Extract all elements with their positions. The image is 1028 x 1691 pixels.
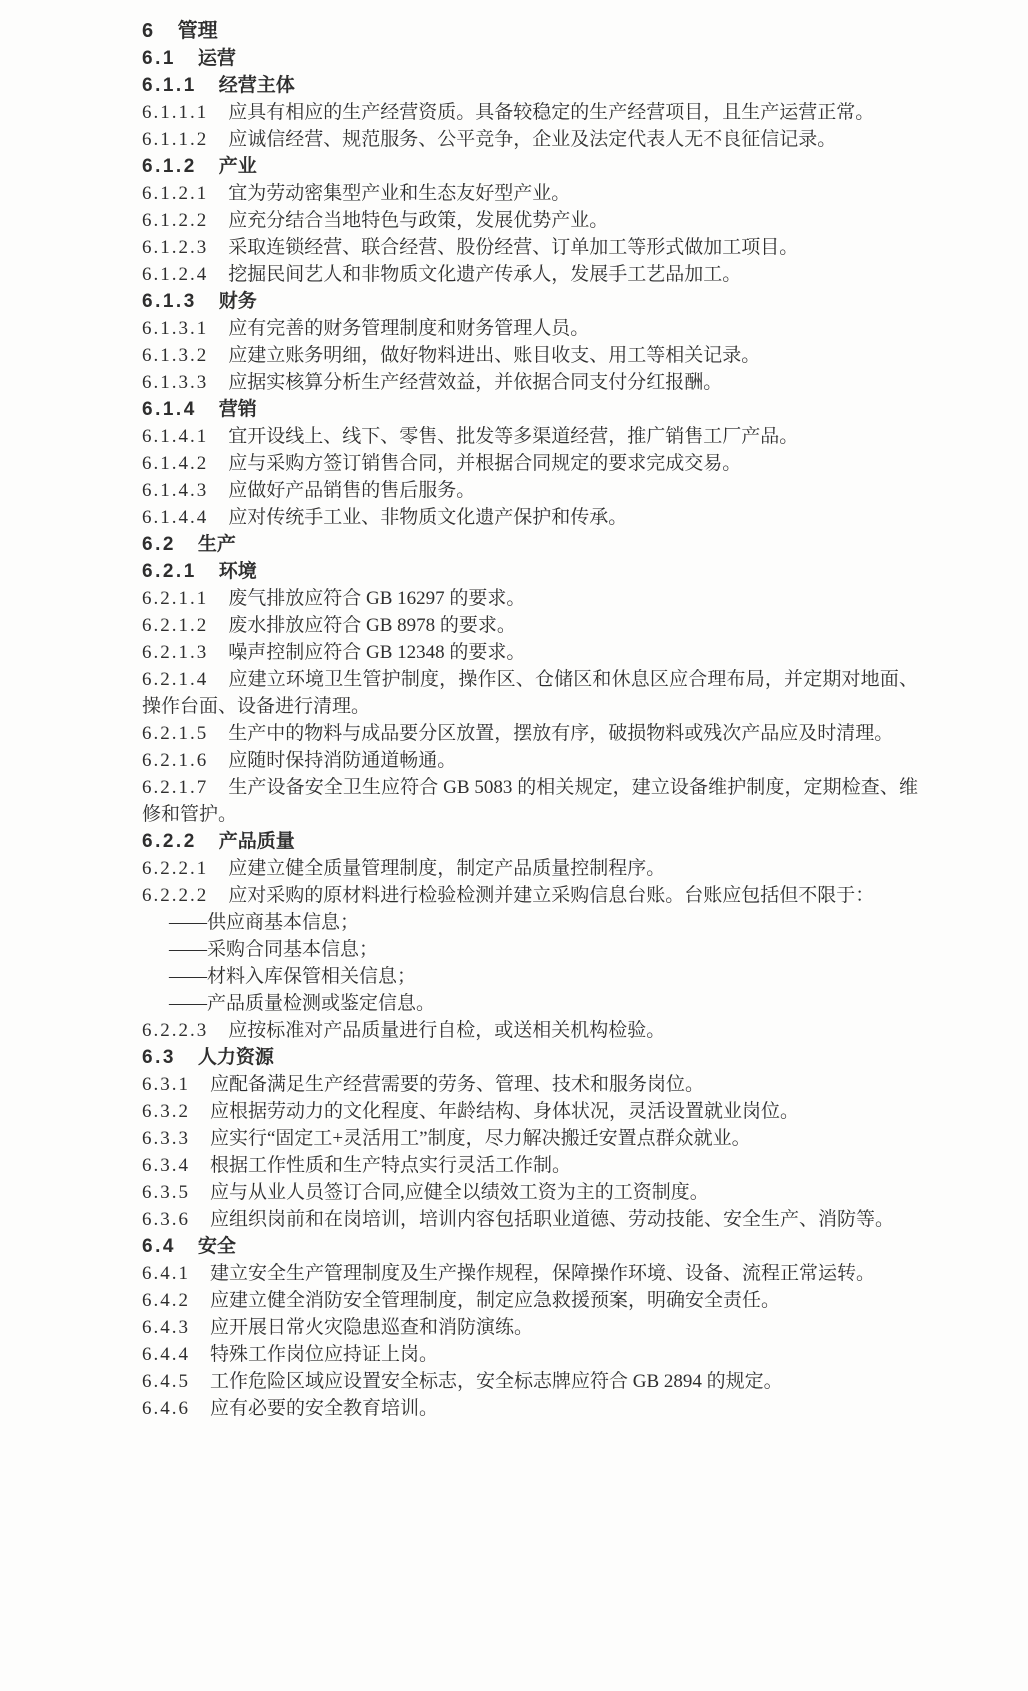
section-title: 产业 xyxy=(218,156,257,177)
clause xyxy=(142,1287,918,1314)
clause xyxy=(142,261,918,288)
section-title: 营销 xyxy=(218,399,257,420)
section-heading xyxy=(142,828,918,855)
section-heading xyxy=(142,1233,918,1260)
section-title: 生产 xyxy=(197,534,236,555)
section-heading xyxy=(142,558,918,585)
clause-text: 应开展日常火灾隐患巡查和消防演练。 xyxy=(210,1317,534,1338)
section-title: 经营主体 xyxy=(218,75,295,96)
clause-text: 应组织岗前和在岗培训，培训内容包括职业道德、劳动技能、安全生产、消防等。 xyxy=(210,1209,895,1230)
clause-number: 6.3.2 xyxy=(142,1101,190,1122)
clause-number: 6.2.1.4 xyxy=(142,669,209,690)
clause xyxy=(142,639,918,666)
clause-text: 应诚信经营、规范服务、公平竞争，企业及法定代表人无不良征信记录。 xyxy=(228,129,837,150)
clause xyxy=(142,1098,918,1125)
section-title: 管理 xyxy=(177,20,218,42)
section-number: 6.1 xyxy=(142,48,176,69)
section-number: 6.1.4 xyxy=(142,399,197,420)
clause xyxy=(142,882,918,909)
clause-number: 6.1.2.3 xyxy=(142,237,209,258)
clause xyxy=(142,369,918,396)
clause xyxy=(142,423,918,450)
clause-number: 6.4.3 xyxy=(142,1317,190,1338)
clause-number: 6.4.1 xyxy=(142,1263,190,1284)
clause-text: 特殊工作岗位应持证上岗。 xyxy=(210,1344,439,1365)
clause-text: 应具有相应的生产经营资质。具备较稳定的生产经营项目，且生产运营正常。 xyxy=(228,102,875,123)
section-number: 6.1.1 xyxy=(142,75,197,96)
section-title: 财务 xyxy=(218,291,257,312)
clause-text: 应据实核算分析生产经营效益，并依据合同支付分红报酬。 xyxy=(228,372,723,393)
clause-number: 6.2.1.6 xyxy=(142,750,209,771)
section-heading xyxy=(142,153,918,180)
clause-text: 宜为劳动密集型产业和生态友好型产业。 xyxy=(228,183,571,204)
clause xyxy=(142,1395,918,1422)
clause-number: 6.2.1.2 xyxy=(142,615,209,636)
clause-number: 6.2.1.5 xyxy=(142,723,209,744)
clause xyxy=(142,1206,918,1233)
clause-text: 挖掘民间艺人和非物质文化遗产传承人，发展手工艺品加工。 xyxy=(228,264,742,285)
clause xyxy=(142,855,918,882)
clause-text: 根据工作性质和生产特点实行灵活工作制。 xyxy=(210,1155,572,1176)
dash-item-text: ——材料入库保管相关信息； xyxy=(169,966,417,987)
clause xyxy=(142,1368,918,1395)
dash-item-text: ——供应商基本信息； xyxy=(169,912,360,933)
clause-text: 废气排放应符合 GB 16297 的要求。 xyxy=(228,588,526,609)
clause-number: 6.1.1.2 xyxy=(142,129,209,150)
clause xyxy=(142,774,918,828)
clause-number: 6.2.1.1 xyxy=(142,588,209,609)
clause xyxy=(142,747,918,774)
clause-number: 6.3.6 xyxy=(142,1209,190,1230)
clause-number: 6.4.2 xyxy=(142,1290,190,1311)
clause xyxy=(142,504,918,531)
clause-text: 废水排放应符合 GB 8978 的要求。 xyxy=(228,615,516,636)
section-number: 6.2 xyxy=(142,534,176,555)
clause xyxy=(142,1341,918,1368)
clause-number: 6.1.3.3 xyxy=(142,372,209,393)
clause xyxy=(142,180,918,207)
clause xyxy=(142,666,918,720)
section-heading xyxy=(142,18,918,45)
clause xyxy=(142,126,918,153)
clause-number: 6.3.4 xyxy=(142,1155,190,1176)
clause-number: 6.1.4.1 xyxy=(142,426,209,447)
clause-number: 6.1.1.1 xyxy=(142,102,209,123)
section-number: 6.1.3 xyxy=(142,291,197,312)
clause-text: 应随时保持消防通道畅通。 xyxy=(228,750,457,771)
section-heading xyxy=(142,531,918,558)
clause-number: 6.1.3.2 xyxy=(142,345,209,366)
clause xyxy=(142,720,918,747)
section-heading xyxy=(142,45,918,72)
dash-list-item xyxy=(142,909,918,936)
section-title: 环境 xyxy=(218,561,257,582)
section-title: 安全 xyxy=(197,1236,236,1257)
clause-text: 建立安全生产管理制度及生产操作规程，保障操作环境、设备、流程正常运转。 xyxy=(210,1263,876,1284)
clause-number: 6.2.2.2 xyxy=(142,885,209,906)
clause-text: 应有必要的安全教育培训。 xyxy=(210,1398,439,1419)
dash-item-text: ——产品质量检测或鉴定信息。 xyxy=(169,993,436,1014)
clause-text: 应对传统手工业、非物质文化遗产保护和传承。 xyxy=(228,507,628,528)
section-title: 产品质量 xyxy=(218,831,295,852)
clause xyxy=(142,1152,918,1179)
section-heading xyxy=(142,288,918,315)
dash-list-item xyxy=(142,936,918,963)
clause-text: 应有完善的财务管理制度和财务管理人员。 xyxy=(228,318,590,339)
clause xyxy=(142,1071,918,1098)
clause-number: 6.2.2.3 xyxy=(142,1020,209,1041)
clause-text: 应根据劳动力的文化程度、年龄结构、身体状况，灵活设置就业岗位。 xyxy=(210,1101,800,1122)
clause-text: 生产中的物料与成品要分区放置，摆放有序，破损物料或残次产品应及时清理。 xyxy=(228,723,894,744)
dash-list-item xyxy=(142,990,918,1017)
section-number: 6.1.2 xyxy=(142,156,197,177)
section-number: 6.2.1 xyxy=(142,561,197,582)
clause-text: 应建立健全质量管理制度，制定产品质量控制程序。 xyxy=(228,858,666,879)
section-number: 6.2.2 xyxy=(142,831,197,852)
section-number: 6.3 xyxy=(142,1047,176,1068)
clause-number: 6.1.2.4 xyxy=(142,264,209,285)
clause-number: 6.3.1 xyxy=(142,1074,190,1095)
section-title: 人力资源 xyxy=(197,1047,274,1068)
clause-number: 6.1.4.3 xyxy=(142,480,209,501)
clause-number: 6.1.3.1 xyxy=(142,318,209,339)
clause-text: 应建立账务明细，做好物料进出、账目收支、用工等相关记录。 xyxy=(228,345,761,366)
clause xyxy=(142,342,918,369)
clause-text: 采取连锁经营、联合经营、股份经营、订单加工等形式做加工项目。 xyxy=(228,237,799,258)
clause-text: 应配备满足生产经营需要的劳务、管理、技术和服务岗位。 xyxy=(210,1074,705,1095)
clause xyxy=(142,612,918,639)
clause-number: 6.1.4.4 xyxy=(142,507,209,528)
clause xyxy=(142,207,918,234)
clause-number: 6.1.4.2 xyxy=(142,453,209,474)
section-heading xyxy=(142,396,918,423)
clause xyxy=(142,585,918,612)
clause xyxy=(142,1179,918,1206)
clause-number: 6.3.5 xyxy=(142,1182,190,1203)
section-number: 6.4 xyxy=(142,1236,176,1257)
clause xyxy=(142,1314,918,1341)
clause-number: 6.2.1.7 xyxy=(142,777,209,798)
clause-number: 6.2.2.1 xyxy=(142,858,209,879)
clause-number: 6.4.6 xyxy=(142,1398,190,1419)
clause-text: 应按标准对产品质量进行自检，或送相关机构检验。 xyxy=(228,1020,666,1041)
clause-text: 应建立健全消防安全管理制度，制定应急救援预案，明确安全责任。 xyxy=(210,1290,781,1311)
clause-text: 应充分结合当地特色与政策，发展优势产业。 xyxy=(228,210,609,231)
clause-text: 应实行“固定工+灵活用工”制度，尽力解决搬迁安置点群众就业。 xyxy=(210,1128,751,1149)
clause-number: 6.4.4 xyxy=(142,1344,190,1365)
clause xyxy=(142,477,918,504)
clause xyxy=(142,234,918,261)
clause-text: 应对采购的原材料进行检验检测并建立采购信息台账。台账应包括但不限于： xyxy=(228,885,875,906)
dash-item-text: ——采购合同基本信息； xyxy=(169,939,379,960)
clause xyxy=(142,450,918,477)
section-title: 运营 xyxy=(197,48,236,69)
section-heading xyxy=(142,72,918,99)
clause-text: 宜开设线上、线下、零售、批发等多渠道经营，推广销售工厂产品。 xyxy=(228,426,799,447)
clause-text: 噪声控制应符合 GB 12348 的要求。 xyxy=(228,642,526,663)
dash-list-item xyxy=(142,963,918,990)
clause xyxy=(142,1125,918,1152)
clause xyxy=(142,99,918,126)
clause-text: 应与采购方签订销售合同，并根据合同规定的要求完成交易。 xyxy=(228,453,742,474)
section-number: 6 xyxy=(142,20,156,42)
clause-text: 应建立环境卫生管护制度，操作区、仓储区和休息区应合理布局，并定期对地面、操作台面、设备进行清理。 xyxy=(142,669,918,717)
clause-text: 应做好产品销售的售后服务。 xyxy=(228,480,476,501)
clause xyxy=(142,1260,918,1287)
clause xyxy=(142,1017,918,1044)
clause-text: 工作危险区域应设置安全标志，安全标志牌应符合 GB 2894 的规定。 xyxy=(210,1371,783,1392)
clause-number: 6.2.1.3 xyxy=(142,642,209,663)
clause xyxy=(142,315,918,342)
clause-number: 6.1.2.1 xyxy=(142,183,209,204)
clause-text: 生产设备安全卫生应符合 GB 5083 的相关规定，建立设备维护制度，定期检查、维修和管护。 xyxy=(142,777,918,825)
clause-number: 6.4.5 xyxy=(142,1371,190,1392)
clause-number: 6.3.3 xyxy=(142,1128,190,1149)
section-heading xyxy=(142,1044,918,1071)
clause-number: 6.1.2.2 xyxy=(142,210,209,231)
clause-text: 应与从业人员签订合同,应健全以绩效工资为主的工资制度。 xyxy=(210,1182,709,1203)
